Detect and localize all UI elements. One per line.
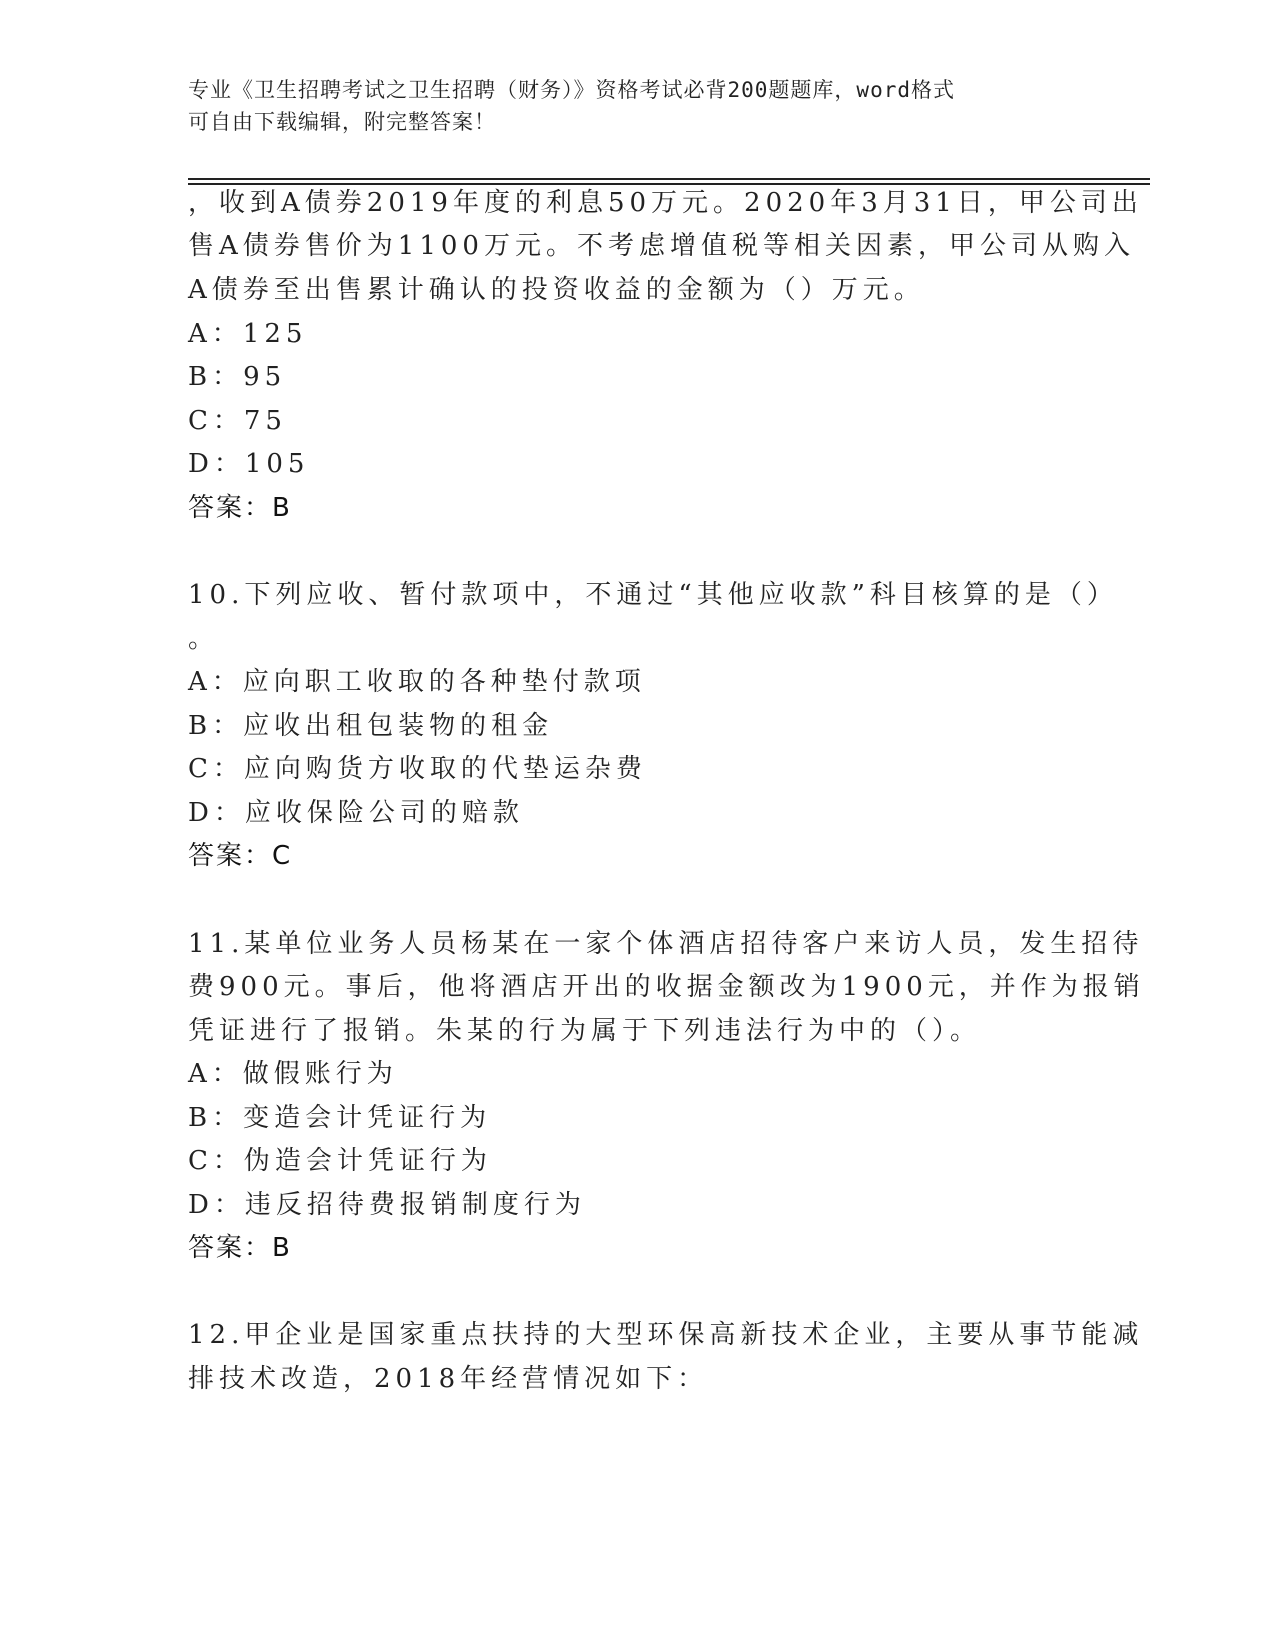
question-stem-line: 排技术改造，2018年经营情况如下： [188, 1364, 709, 1394]
question-stem-line: A债券至出售累计确认的投资收益的金额为（）万元。 [188, 275, 925, 305]
question-stem-line: ，收到A债券2019年度的利息50万元。2020年3月31日，甲公司出 [188, 188, 1143, 218]
question-stem-line: 售A债券售价为1100万元。不考虑增值税等相关因素，甲公司从购入 [188, 231, 1135, 261]
option-a: A：125 [188, 319, 308, 349]
option-a: A：做假账行为 [188, 1059, 398, 1089]
question-stem-line: 费900元。事后，他将酒店开出的收据金额改为1900元，并作为报销 [188, 972, 1145, 1002]
question-stem-line: 。 [188, 624, 220, 654]
answer-label: 答案：B [188, 1233, 292, 1263]
header-divider-top [188, 178, 1150, 180]
option-c: C：75 [188, 406, 287, 436]
option-b: B：变造会计凭证行为 [188, 1103, 492, 1133]
option-b: B：95 [188, 362, 287, 392]
option-c: C：伪造会计凭证行为 [188, 1146, 492, 1176]
header-divider-bottom [188, 183, 1150, 185]
option-b: B：应收出租包装物的租金 [188, 711, 554, 741]
question-stem-line: 10.下列应收、暂付款项中，不通过“其他应收款”科目核算的是（） [188, 580, 1118, 610]
option-d: D：违反招待费报销制度行为 [188, 1190, 586, 1220]
answer-label: 答案：B [188, 493, 292, 523]
header-line-1: 专业《卫生招聘考试之卫生招聘（财务）》资格考试必背200题题库，word格式 [188, 78, 955, 102]
header-line-2: 可自由下载编辑，附完整答案！ [188, 110, 496, 134]
document-header [188, 74, 1068, 138]
option-d: D：应收保险公司的赔款 [188, 798, 524, 828]
question-stem-line: 凭证进行了报销。朱某的行为属于下列违法行为中的（）。 [188, 1016, 982, 1046]
question-stem-line: 11.某单位业务人员杨某在一家个体酒店招待客户来访人员，发生招待 [188, 929, 1144, 959]
answer-label: 答案：C [188, 841, 293, 871]
question-stem-line: 12.甲企业是国家重点扶持的大型环保高新技术企业，主要从事节能减 [188, 1320, 1144, 1350]
option-d: D：105 [188, 449, 310, 479]
option-c: C：应向购货方收取的代垫运杂费 [188, 754, 647, 784]
option-a: A：应向职工收取的各种垫付款项 [188, 667, 646, 697]
